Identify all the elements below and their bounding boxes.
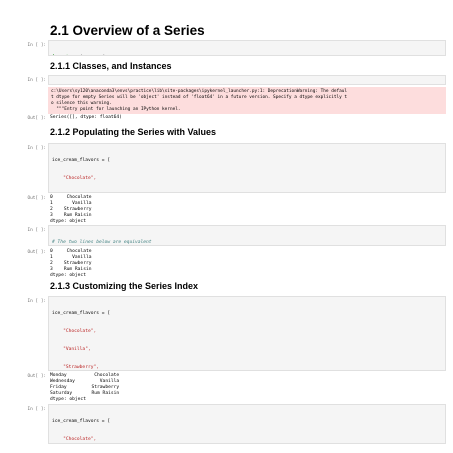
subsection-heading: 2.1.1 Classes, and Instances — [50, 61, 172, 71]
code-cell[interactable] — [48, 143, 446, 193]
subsection-heading: 2.1.2 Populating the Series with Values — [50, 127, 217, 137]
code-cell[interactable] — [48, 296, 446, 371]
input-prompt: In [ ]: — [27, 78, 46, 83]
code-line: ice_cream_flavors = [ — [52, 419, 111, 424]
code-comment: # The two lines below are equivalent — [52, 240, 152, 245]
code-line: "Chocolate", — [52, 437, 97, 442]
code-line: "Chocolate", — [52, 329, 97, 334]
input-prompt: In [ ]: — [27, 299, 46, 304]
cell-output: Monday Chocolate Wednesday Vanilla Friday Strawberry Saturday Rum Raisin dtype: object — [50, 373, 120, 402]
keyword — [52, 55, 69, 56]
code-cell[interactable] — [48, 75, 446, 85]
stderr-output: c:\Users\sy120\anaconda3\envs\practice\lib\site-packages\ipykernel_launcher.py:1: DeprecationWarning: The defaul t dtype for empty Series will be 'object' instead of 'float64' in a future version. Specify a dtype explicitly t o silence this warning. """Entry point for launching an IPython kernel. — [48, 87, 446, 114]
cell-output: Series([], dtype: float64) — [50, 115, 122, 120]
code-line: "Vanilla", — [52, 347, 91, 352]
code-cell[interactable] — [48, 225, 446, 246]
input-prompt: In [ ]: — [27, 228, 46, 233]
code-line: "Strawberry", — [52, 365, 100, 370]
input-prompt: In [ ]: — [27, 43, 46, 48]
input-prompt: In [ ]: — [27, 146, 46, 151]
output-prompt: Out[ ]: — [27, 250, 46, 255]
code-line: ice_cream_flavors = [ — [52, 311, 111, 316]
input-prompt: In [ ]: — [27, 407, 46, 412]
output-prompt: Out[ ]: — [27, 196, 46, 201]
cell-output: 0 Chocolate 1 Vanilla 2 Strawberry 3 Rum Raisin dtype: object — [50, 249, 92, 278]
section-heading: 2.1 Overview of a Series — [50, 23, 205, 38]
code-line: ice_cream_flavors = [ — [52, 158, 111, 163]
code-line: "Chocolate", — [52, 176, 97, 181]
subsection-heading: 2.1.3 Customizing the Series Index — [50, 281, 199, 291]
output-prompt: Out[ ]: — [27, 374, 46, 379]
cell-output: 0 Chocolate 1 Vanilla 2 Strawberry 3 Rum Raisin dtype: object — [50, 195, 92, 224]
output-prompt: Out[ ]: — [27, 116, 46, 121]
code-cell[interactable] — [48, 40, 446, 56]
code-cell[interactable] — [48, 404, 446, 444]
code-text — [69, 55, 105, 56]
